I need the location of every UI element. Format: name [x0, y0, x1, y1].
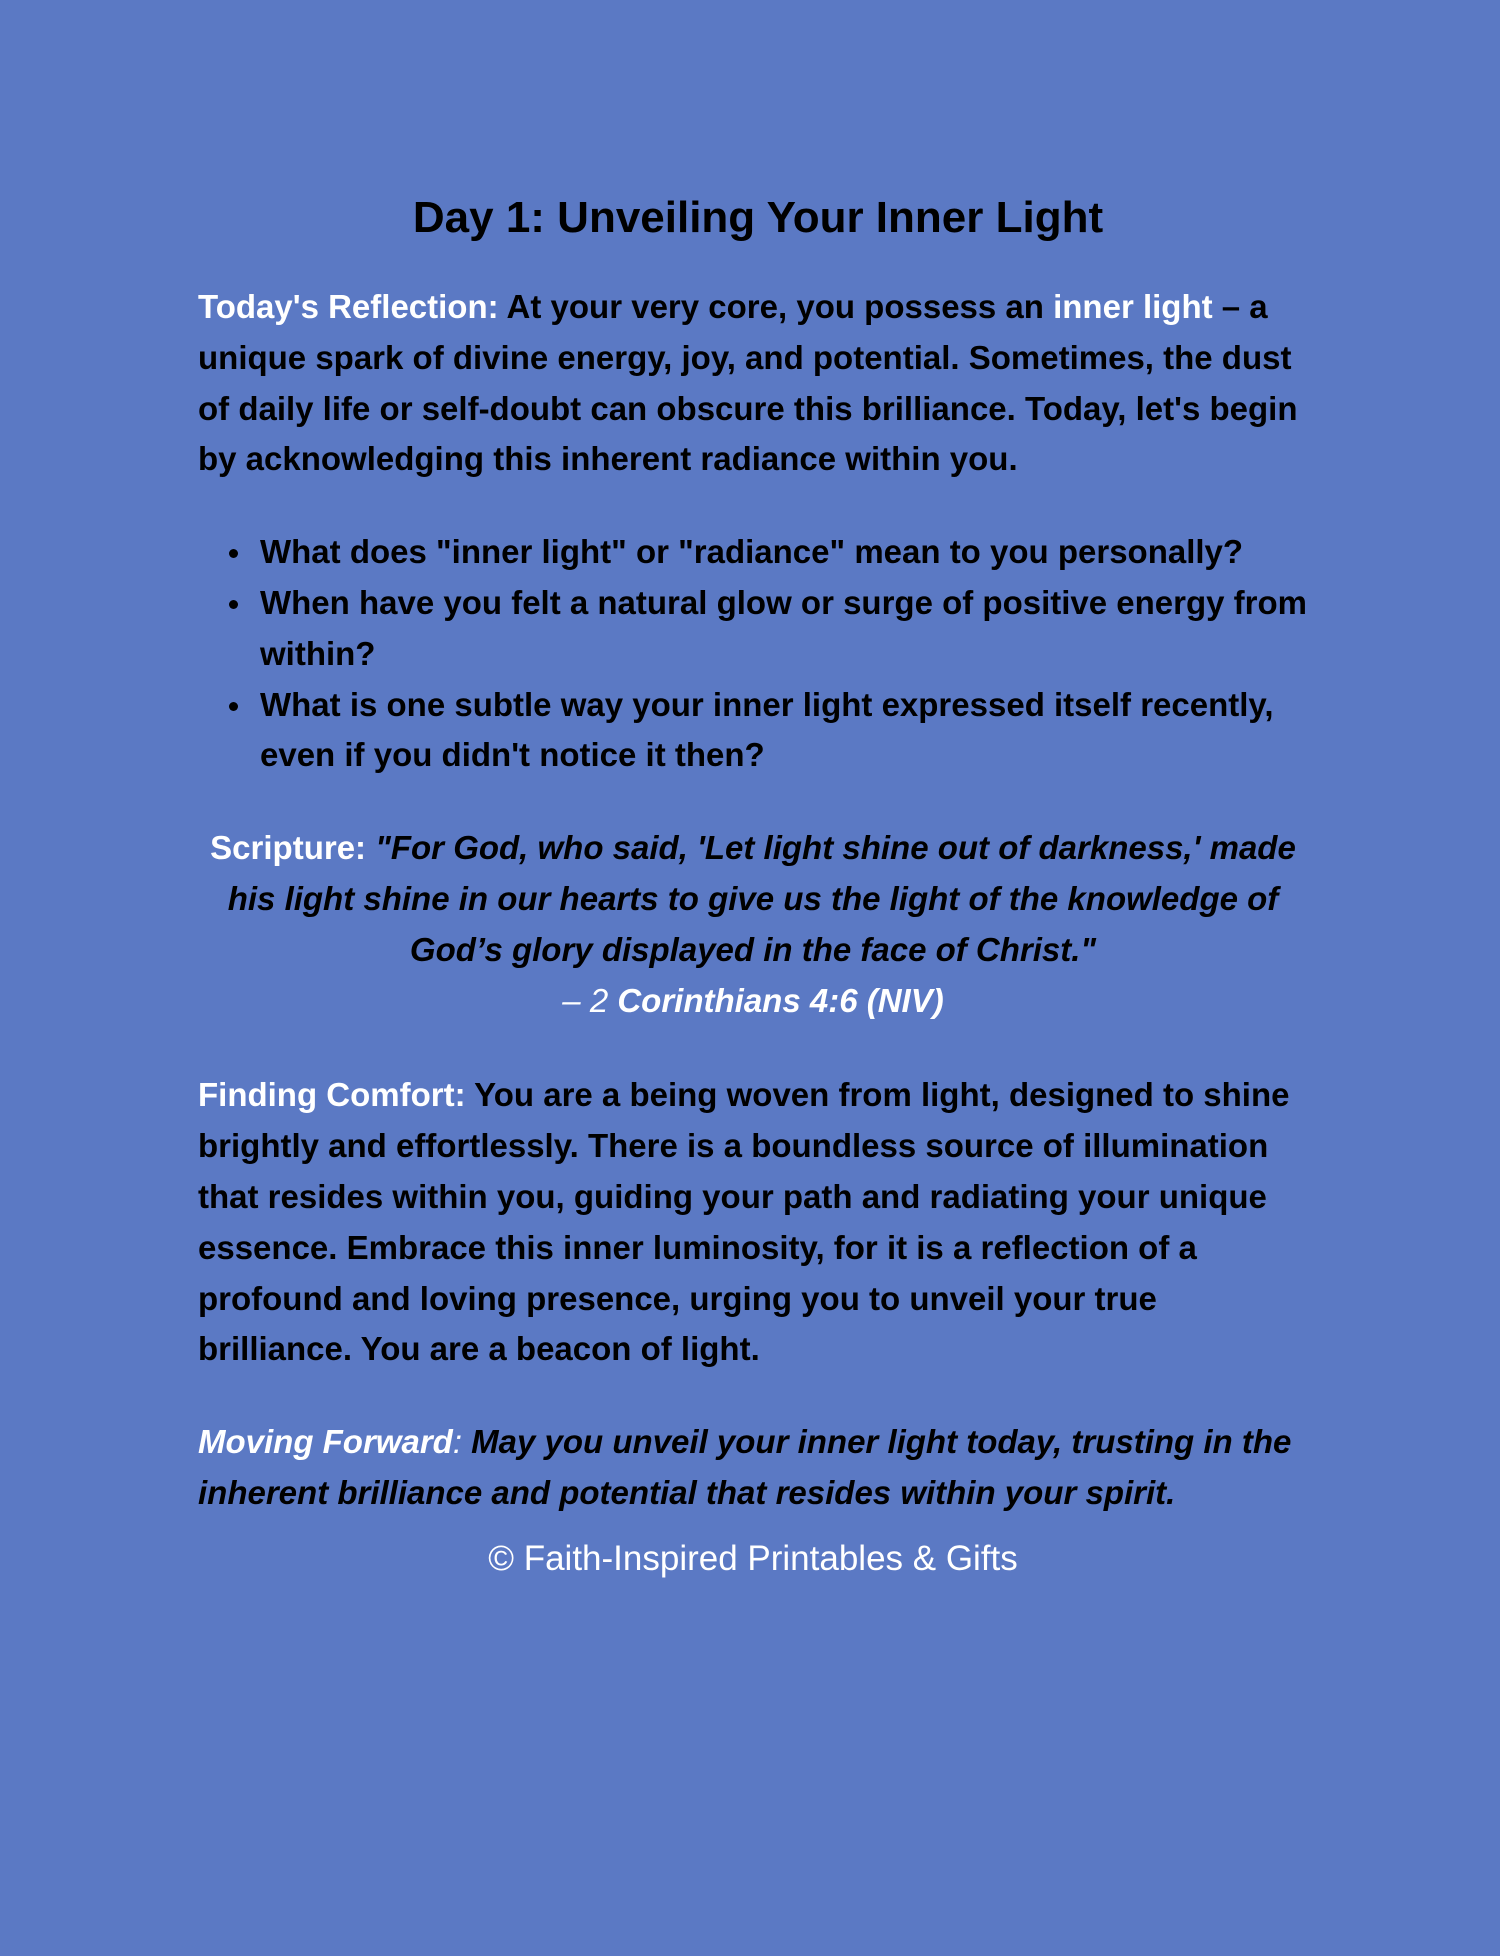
- reflection-text-after: – a unique spark of divine energy, joy, and potential. Sometimes, the dust of daily life or self-doubt can obscure this brilliance. Today, let's begin by acknowledging this inherent radiance within you.: [198, 288, 1298, 478]
- list-item: What does "inner light" or "radiance" mean to you personally?: [260, 527, 1308, 578]
- scripture-reference-text: Corinthians 4:6 (NIV): [617, 981, 944, 1019]
- moving-forward-paragraph: [198, 1417, 1308, 1519]
- comfort-text: You are a being woven from light, designed to shine brightly and effortlessly. There is a boundless source of illumination that resides within you, guiding your path and radiating your unique essence. Embrace this inner luminosity, for it is a reflection of a profound and loving presence, urging you to unveil your true brilliance. You are a beacon of light.: [198, 1076, 1290, 1368]
- scripture-reference-prefix: – 2: [562, 981, 618, 1019]
- moving-forward-text: May you unveil your inner light today, trusting in the inherent brilliance and potential that resides within your spirit.: [198, 1423, 1292, 1511]
- comfort-label: Finding Comfort:: [198, 1076, 466, 1114]
- copyright-notice: © Faith-Inspired Printables & Gifts: [488, 1538, 1018, 1578]
- scripture-verse: "For God, who said, 'Let light shine out of darkness,' made his light shine in our hearts to give us the light of the knowledge of God’s glory displayed in the face of Christ.": [227, 829, 1296, 968]
- reflection-highlight: inner light: [1053, 288, 1213, 325]
- moving-forward-colon: :: [452, 1423, 463, 1461]
- reflection-questions-list: [198, 527, 1308, 781]
- page-title: Day 1: Unveiling Your Inner Light: [412, 193, 1104, 242]
- reflection-text-before: At your very core, you possess an: [498, 288, 1054, 325]
- scripture-block: [198, 823, 1308, 1026]
- comfort-paragraph: [198, 1070, 1308, 1375]
- scripture-label: Scripture:: [210, 829, 367, 867]
- reflection-paragraph: [198, 282, 1308, 485]
- moving-forward-label: Moving Forward: [198, 1423, 453, 1461]
- scripture-reference: [562, 982, 943, 1019]
- list-item: When have you felt a natural glow or surge of positive energy from within?: [260, 578, 1308, 680]
- reflection-label: Today's Reflection:: [198, 288, 499, 325]
- list-item: What is one subtle way your inner light expressed itself recently, even if you didn't notice it then?: [260, 680, 1308, 782]
- devotional-page: [198, 186, 1308, 1585]
